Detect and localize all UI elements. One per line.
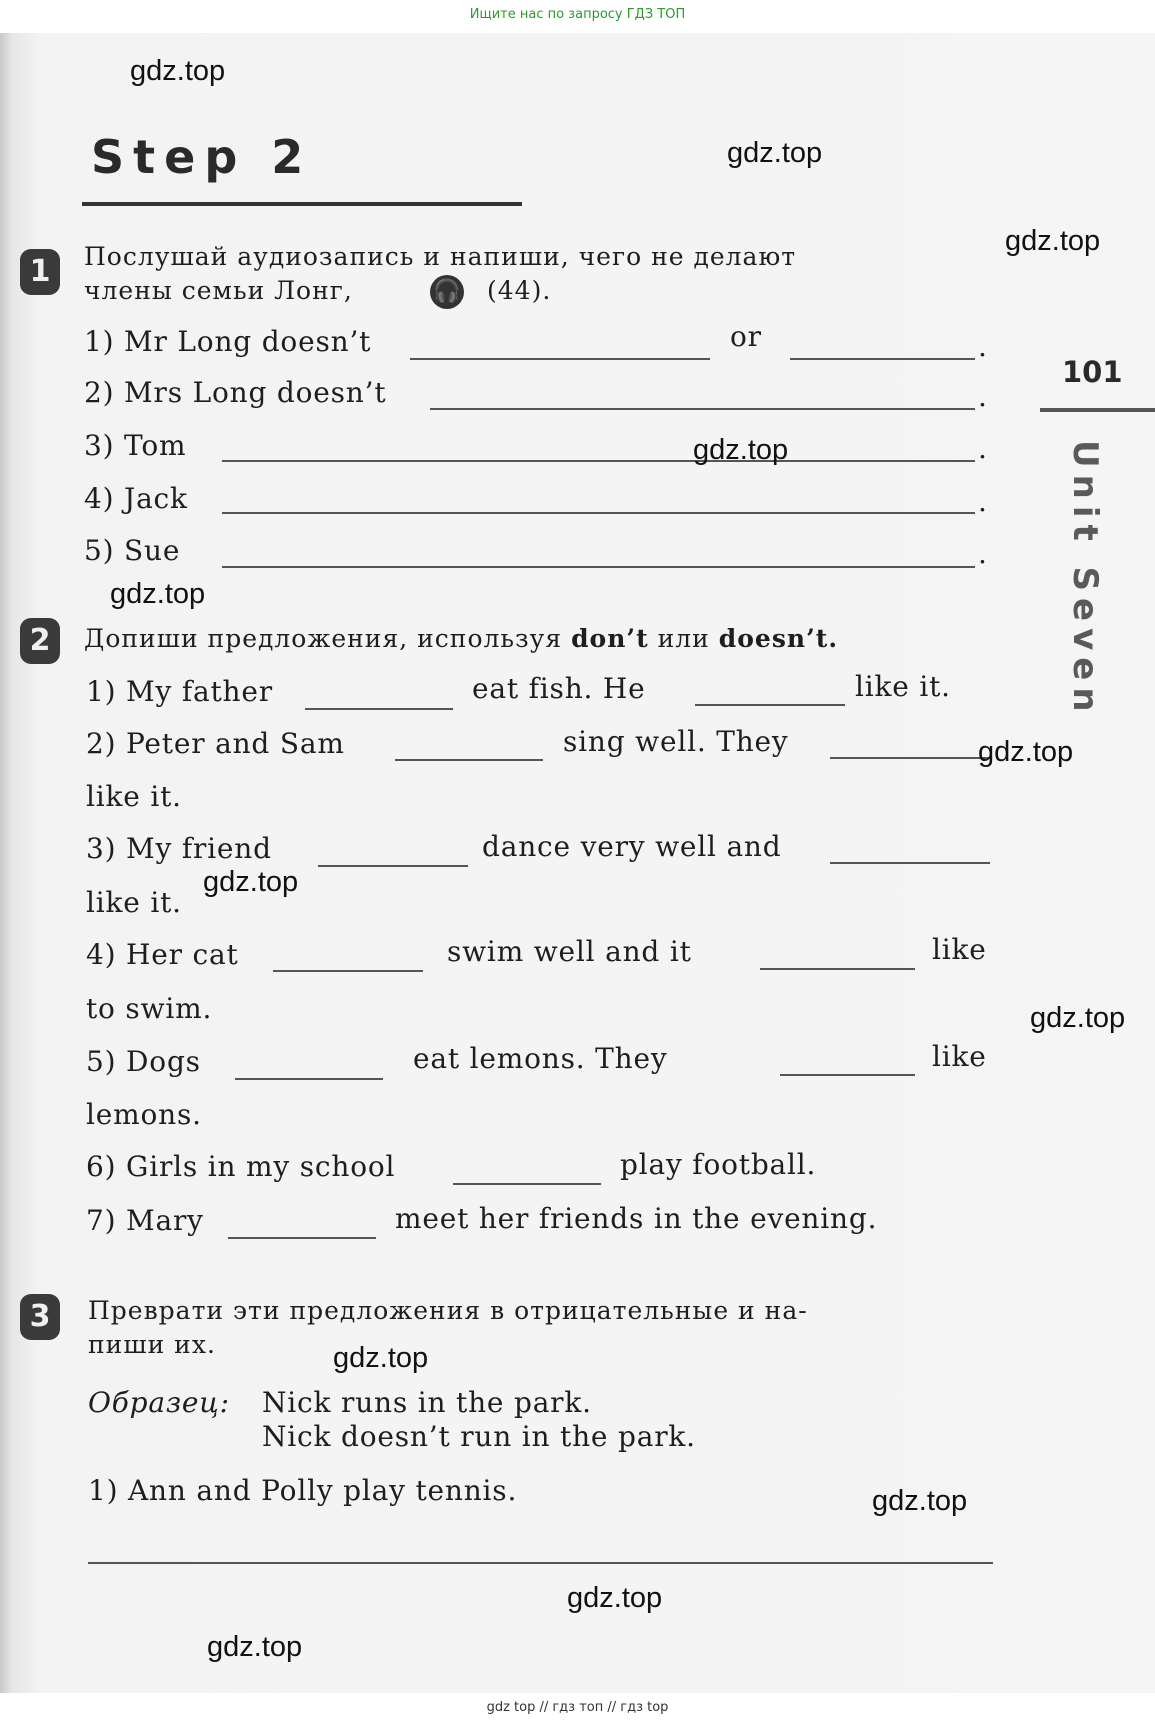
exercise-2-badge: 2: [20, 618, 60, 664]
ex3-item-1: 1) Ann and Polly play tennis.: [88, 1474, 518, 1507]
answer-blank[interactable]: [222, 512, 975, 514]
ex2-item-4-end: like: [932, 933, 987, 966]
instruction-or: или: [657, 624, 710, 653]
ex1-item-3: 3) Tom: [84, 429, 187, 462]
unit-label: Unit Seven: [1065, 440, 1105, 719]
headphones-icon: 🎧: [430, 275, 464, 309]
bottom-note: gdz top // гдз топ // гдз top: [486, 1700, 669, 1715]
exercise-1-badge: 1: [20, 249, 60, 295]
ex2-item-6-end: play football.: [620, 1148, 817, 1181]
ex1-item-2: 2) Mrs Long doesn’t: [84, 376, 387, 409]
page-number-rule: [1040, 408, 1155, 412]
ex2-item-7-start: 7) Mary: [86, 1204, 204, 1237]
answer-blank[interactable]: [273, 970, 423, 972]
ex2-item-7-end: meet her friends in the evening.: [395, 1202, 878, 1235]
answer-blank[interactable]: [235, 1078, 383, 1080]
ex1-item-4: 4) Jack: [84, 482, 188, 515]
answer-blank[interactable]: [830, 757, 990, 759]
answer-blank[interactable]: [760, 968, 915, 970]
watermark: gdz.top: [207, 1631, 303, 1663]
ex2-item-4-start: 4) Her cat: [86, 938, 239, 971]
title-rule: [82, 202, 522, 206]
ex2-item-5-mid: eat lemons. They: [413, 1042, 668, 1075]
answer-blank[interactable]: [780, 1074, 915, 1076]
answer-blank[interactable]: [430, 408, 975, 410]
watermark: gdz.top: [110, 578, 206, 610]
exercise-3-instruction: Преврати эти предложения в отрицательные и на-: [88, 1296, 808, 1325]
exercise-3-badge: 3: [20, 1294, 60, 1340]
ex2-item-3-end: like it.: [86, 886, 182, 919]
answer-blank[interactable]: [695, 704, 845, 706]
or-word: or: [730, 320, 762, 353]
ex2-item-4-mid: swim well and it: [447, 935, 692, 968]
ex2-item-3-mid: dance very well and: [482, 830, 782, 863]
exercise-3-instruction-line2: пиши их.: [88, 1330, 216, 1359]
watermark: gdz.top: [693, 434, 789, 466]
period: .: [978, 485, 987, 518]
keyword-dont: don’t: [571, 624, 649, 653]
period: .: [978, 330, 987, 363]
ex1-item-5: 5) Sue: [84, 534, 181, 567]
track-number: (44).: [487, 276, 552, 305]
ex2-item-4-cont: to swim.: [86, 992, 213, 1025]
example-sentence: Nick runs in the park.: [262, 1386, 592, 1419]
answer-blank[interactable]: [88, 1562, 993, 1564]
ex2-item-5-end: like: [932, 1040, 987, 1073]
period: .: [978, 432, 987, 465]
keyword-doesnt: doesn’t.: [718, 624, 839, 653]
example-label: Образец:: [88, 1386, 230, 1419]
ex2-item-1-start: 1) My father: [86, 675, 273, 708]
ex2-item-2-end: like it.: [86, 780, 182, 813]
watermark: gdz.top: [872, 1485, 968, 1517]
ex2-item-6-start: 6) Girls in my school: [86, 1150, 396, 1183]
watermark: gdz.top: [130, 55, 226, 87]
exercise-1-instruction: Послушай аудиозапись и напиши, чего не делают: [84, 242, 797, 271]
page-number: 101: [1062, 355, 1123, 389]
period: .: [978, 537, 987, 570]
watermark: gdz.top: [567, 1582, 663, 1614]
answer-blank[interactable]: [830, 862, 990, 864]
watermark: gdz.top: [978, 736, 1074, 768]
ex2-item-1-end: like it.: [855, 670, 951, 703]
answer-blank[interactable]: [453, 1183, 601, 1185]
answer-blank[interactable]: [318, 865, 468, 867]
example-answer: Nick doesn’t run in the park.: [262, 1420, 696, 1453]
top-note: Ищите нас по запросу ГДЗ ТОП: [469, 7, 686, 22]
exercise-2-instruction: [84, 624, 838, 653]
period: .: [978, 380, 987, 413]
ex2-item-1-mid: eat fish. He: [472, 672, 646, 705]
ex1-item-1: 1) Mr Long doesn’t: [84, 325, 372, 358]
ex2-item-5-cont: lemons.: [86, 1098, 202, 1131]
answer-blank[interactable]: [305, 708, 453, 710]
answer-blank[interactable]: [395, 759, 543, 761]
step-title: Step 2: [91, 130, 313, 184]
watermark: gdz.top: [1005, 225, 1101, 257]
ex2-item-2-start: 2) Peter and Sam: [86, 727, 345, 760]
watermark: gdz.top: [203, 866, 299, 898]
watermark: gdz.top: [727, 137, 823, 169]
ex2-item-3-start: 3) My friend: [86, 832, 272, 865]
watermark: gdz.top: [1030, 1002, 1126, 1034]
watermark: gdz.top: [333, 1342, 429, 1374]
answer-blank[interactable]: [410, 358, 710, 360]
answer-blank[interactable]: [790, 358, 975, 360]
instruction-text: Допиши предложения, используя: [84, 624, 563, 653]
ex2-item-2-mid: sing well. They: [563, 725, 789, 758]
answer-blank[interactable]: [222, 460, 975, 462]
answer-blank[interactable]: [222, 566, 975, 568]
exercise-1-instruction-line2: члены семьи Лонг,: [84, 276, 353, 305]
ex2-item-5-start: 5) Dogs: [86, 1045, 201, 1078]
answer-blank[interactable]: [228, 1237, 376, 1239]
